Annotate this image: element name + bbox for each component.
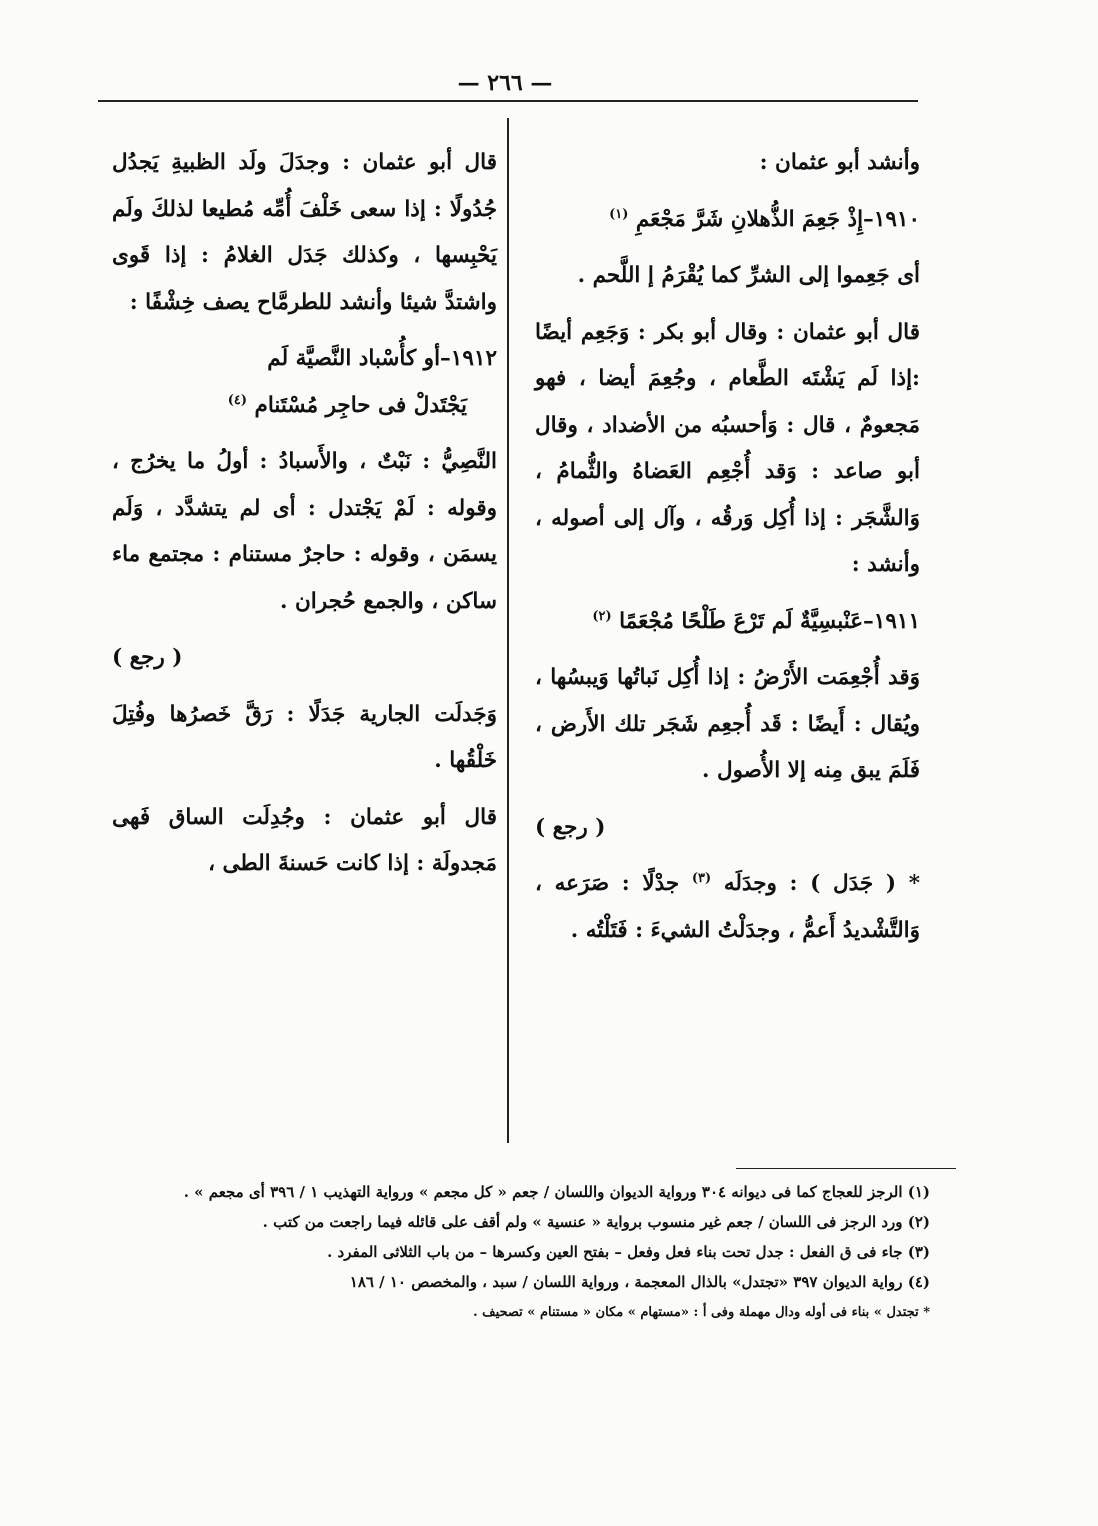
header-rule — [98, 100, 918, 102]
verse-text: ١٩١١–عَنْبسِيَّةٌ لَم تَرْعَ طَلْحًا مُجْعَمًا — [619, 608, 920, 634]
footnote: (١) الرجز للعجاج كما فى ديوانه ٣٠٤ ورواية الديوان واللسان / جعم « كل مجعم » ورواية التهذيب ١ / ٣٩٦ أى مجعم » . — [183, 1183, 930, 1201]
paragraph: وأنشد أبو عثمان : — [759, 150, 920, 175]
paragraph: النَّصِيُّ : نَبْتٌ ، والأَسبادُ : أولُ ما يخرُج ، وقوله : لَمْ يَجْتدل : أى لم يتشدَّد ، وَلَم يسمَن ، وقوله : حاجرٌ مستنام : مجتمع ماء ساكن ، والجمع حُجران . — [112, 449, 497, 614]
footnote-ref: (١) — [609, 206, 629, 222]
verse-1911 — [535, 599, 920, 646]
verse-text-continued: يَجْتَدلْ فى حاجِر مُسْتَنام — [254, 392, 467, 418]
paragraph: قال أبو عثمان : وجُدِلَت الساق فَهى مَجدولَة : إذا كانت حَسنةَ الطى ، — [112, 804, 497, 876]
footnote: (٢) ورد الرجز فى اللسان / جعم غير منسوب برواية « عنسية » ولم أقف على قائله فيما راجعت من كتب . — [262, 1213, 930, 1231]
footnote-ref: (٢) — [592, 608, 612, 624]
paragraph: وَجَدلَت الجارية جَدَلًا : رَقَّ خَصرُها وفُتِلَ خَلْقُها . — [112, 701, 497, 773]
footnote: (٤) رواية الديوان ٣٩٧ «تجتدل» بالذال المعجمة ، ورواية اللسان / سبد ، والمخصص ١٠ / ١٨٦ — [349, 1273, 930, 1291]
column-divider — [507, 118, 509, 1143]
paragraph: قال أبو عثمان : وجدَلَ ولَد الظبيةِ يَجدُل جُدُولًا : إذا سعى خَلْفَ أُمِّه مُطيعا لذلكَ ولَم يَحْبِسها ، وكذلك جَدَل الغلامُ : إذا قَوى واشتدَّ شيئا وأنشد للطرمَّاح يصف خِشْفًا : — [112, 150, 497, 315]
paragraph: وَقد أُجْعِمَت الأَرْضُ : إذا أُكِل نَباتُها وَيبسُها ، ويُقال : أَيضًا : قَد أُجعِم شَجَر تلك الأَرض ، فَلَمَ يبق مِنه إلا الأُصول . — [535, 665, 920, 783]
right-column — [535, 140, 920, 964]
footnote: (٣) جاء فى ق الفعل : جدل تحت بناء فعل وفعل – بفتح العين وكسرها – من باب الثلاثى المفرد . — [327, 1243, 930, 1261]
entry-paragraph — [535, 861, 920, 954]
paragraph: قال أبو عثمان : وقال أبو بكر : وَجَعِم أيضًا :إذا لَم يَشْتَه الطَّعام ، وجُعِمَ أيضا ، فهو مَجعومٌ ، قال : وَأحسبُه من الأضداد ، وقال أبو صاعد : وَقد أُجْعِم العَضاهُ والثُّمامُ ، وَالشَّجَر : إذا أُكِل وَرقُه ، وآل إلى أصوله ، وأنشد : — [535, 319, 920, 577]
paragraph: أى جَعِموا إلى الشرِّ كما يُقْرَمُ إ اللَّحم . — [577, 263, 920, 288]
verse-1912 — [112, 336, 497, 429]
footnote: * تجتدل » بناء فى أوله ودال مهملة وفى أ : «مستهام » مكان « مستنام » تصحيف . — [473, 1305, 930, 1320]
footnote-ref: (٣) — [691, 870, 712, 886]
verse-1910 — [535, 197, 920, 244]
footnotes — [130, 1180, 930, 1330]
footnote-ref: (٤) — [227, 392, 248, 408]
verse-text: ١٩١٢–أو كأُسْباد النَّصيَّة لَم — [267, 346, 497, 371]
section-tag: ( رجع ) — [112, 645, 183, 670]
entry-text: جدْلًا : صَرَعه ، وَالتَّشْديدُ أَعمُّ ، وجدَلْتُ الشيءَ : فَتَلْتُه . — [535, 871, 920, 943]
left-column — [112, 140, 497, 898]
page-number: — ٢٦٦ — — [457, 70, 553, 96]
section-tag: ( رجع ) — [535, 814, 606, 840]
verse-text: ١٩١٠–إِذْ جَعِمَ الذُّهلانِ شَرَّ مَجْعَمِ — [635, 206, 920, 232]
entry-head: * ( جَدَل ) : وجدَلَه — [723, 871, 920, 896]
footnote-rule — [736, 1168, 956, 1169]
